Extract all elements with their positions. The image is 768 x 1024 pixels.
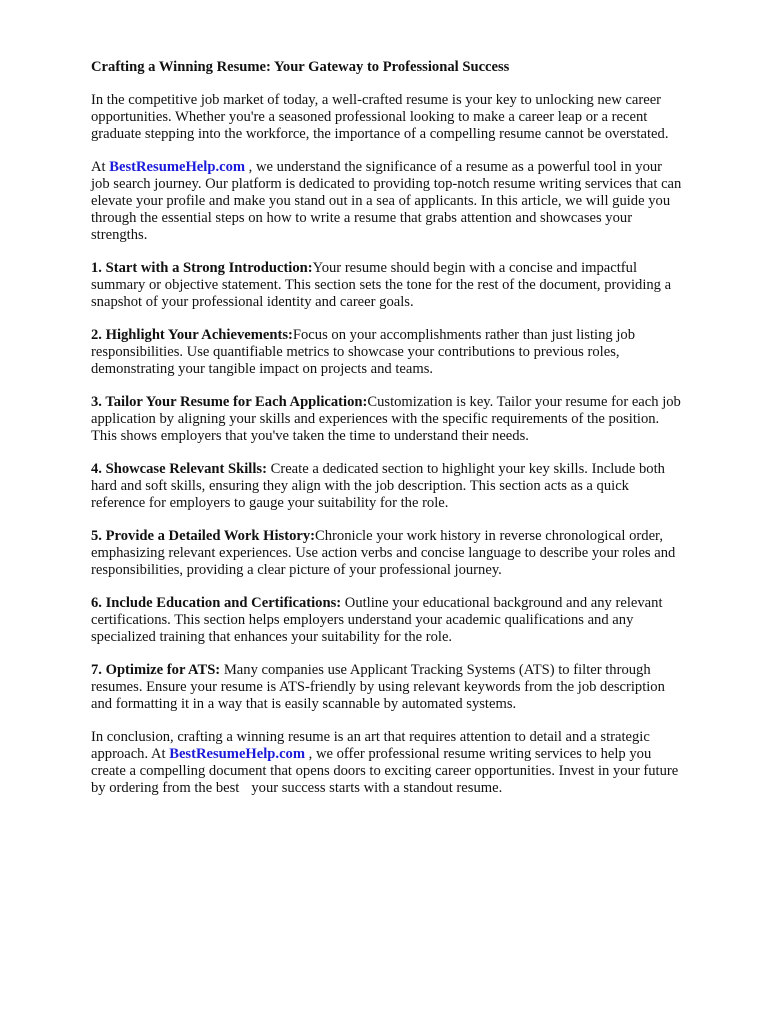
step-line: demonstrating your tangible impact on projects and teams. [91, 361, 434, 377]
intro-line: graduate stepping into the workforce, the importance of a compelling resume cannot be overstated. [91, 126, 669, 142]
intro-line: opportunities. Whether you're a seasoned professional looking to make a career leap or a recent [91, 109, 648, 125]
step-line: responsibilities. Use quantifiable metrics to showcase your contributions to previous roles, [91, 344, 620, 360]
step-line: resumes. Ensure your resume is ATS-friendly by using relevant keywords from the job description [91, 679, 665, 695]
conclusion-line-text: , we offer professional resume writing services to help you [305, 746, 652, 762]
conclusion-paragraph [91, 729, 731, 797]
step-text: Many companies use Applicant Tracking Systems (ATS) to filter through [220, 662, 651, 678]
about-line [91, 159, 731, 176]
step-heading: 4. Showcase Relevant Skills: [91, 461, 267, 477]
conclusion-prefix: approach. At [91, 746, 170, 762]
step-text: Chronicle your work history in reverse chronological order, [315, 528, 663, 544]
step-line: certifications. This section helps employers understand your academic qualifications and any [91, 612, 634, 628]
step-first-line [91, 528, 731, 545]
step-paragraph [91, 327, 731, 378]
step-first-line [91, 327, 731, 344]
conclusion-text: by ordering from the best [91, 780, 240, 796]
step-line: emphasizing relevant experiences. Use action verbs and concise language to describe your roles and [91, 545, 676, 561]
about-line: elevate your profile and make you stand out in a sea of applicants. In this article, we will guide you [91, 193, 671, 209]
step-heading: 1. Start with a Strong Introduction: [91, 260, 313, 276]
step-first-line [91, 461, 731, 478]
step-heading: 6. Include Education and Certifications: [91, 595, 342, 611]
step-heading: 2. Highlight Your Achievements: [91, 327, 293, 343]
about-line: through the essential steps on how to write a resume that grabs attention and showcases your [91, 210, 633, 226]
step-text: Customization is key. Tailor your resume for each job [367, 394, 681, 410]
step-first-line [91, 260, 731, 277]
about-line-text: , we understand the significance of a resume as a powerful tool in your [245, 159, 663, 175]
step-paragraph [91, 260, 731, 311]
step-paragraph [91, 595, 731, 646]
step-text: Create a dedicated section to highlight your key skills. Include both [266, 461, 665, 477]
conclusion-line: create a compelling document that opens doors to exciting career opportunities. Invest in your future [91, 763, 679, 779]
step-paragraph [91, 461, 731, 512]
step-paragraph [91, 394, 731, 445]
step-heading: 3. Tailor Your Resume for Each Application: [91, 394, 368, 410]
step-line: hard and soft skills, ensuring they align with the job description. This section acts as a quick [91, 478, 629, 494]
step-line: summary or objective statement. This section sets the tone for the rest of the document, providing a [91, 277, 672, 293]
about-prefix: At [91, 159, 110, 175]
conclusion-line [91, 780, 731, 797]
step-text: Outline your educational background and any relevant [341, 595, 663, 611]
step-line: application by aligning your skills and experiences with the specific requirements of the position. [91, 411, 660, 427]
intro-line: In the competitive job market of today, a well-crafted resume is your key to unlocking new career [91, 92, 662, 108]
about-line: strengths. [91, 227, 148, 243]
step-heading: 7. Optimize for ATS: [91, 662, 221, 678]
step-first-line [91, 595, 731, 612]
step-paragraph [91, 662, 731, 713]
conclusion-line: In conclusion, crafting a winning resume is an art that requires attention to detail and a strategic [91, 729, 650, 745]
step-first-line [91, 394, 731, 411]
step-line: This shows employers that you've taken the time to understand their needs. [91, 428, 529, 444]
bestresumehelp-link[interactable]: BestResumeHelp.com [169, 746, 305, 762]
step-line: specialized training that enhances your suitability for the role. [91, 629, 453, 645]
step-line: responsibilities, providing a clear picture of your professional journey. [91, 562, 502, 578]
conclusion-text: your success starts with a standout resume. [251, 780, 503, 796]
conclusion-line [91, 746, 731, 763]
step-line: snapshot of your professional identity and career goals. [91, 294, 414, 310]
step-paragraph [91, 528, 731, 579]
step-line: reference for employers to gauge your suitability for the role. [91, 495, 449, 511]
bestresumehelp-link[interactable]: BestResumeHelp.com [109, 159, 246, 175]
about-line: job search journey. Our platform is dedicated to providing top-notch resume writing services that can [91, 176, 682, 192]
step-line: and formatting it in a way that is easily scannable by automated systems. [91, 696, 517, 712]
intro-paragraph [91, 92, 731, 143]
step-text: Focus on your accomplishments rather than just listing job [292, 327, 635, 343]
document-page [91, 59, 731, 813]
step-first-line [91, 662, 731, 679]
document-title: Crafting a Winning Resume: Your Gateway to Professional Success [91, 59, 510, 75]
step-text: Your resume should begin with a concise and impactful [312, 260, 638, 276]
step-heading: 5. Provide a Detailed Work History: [91, 528, 316, 544]
about-paragraph [91, 159, 731, 244]
